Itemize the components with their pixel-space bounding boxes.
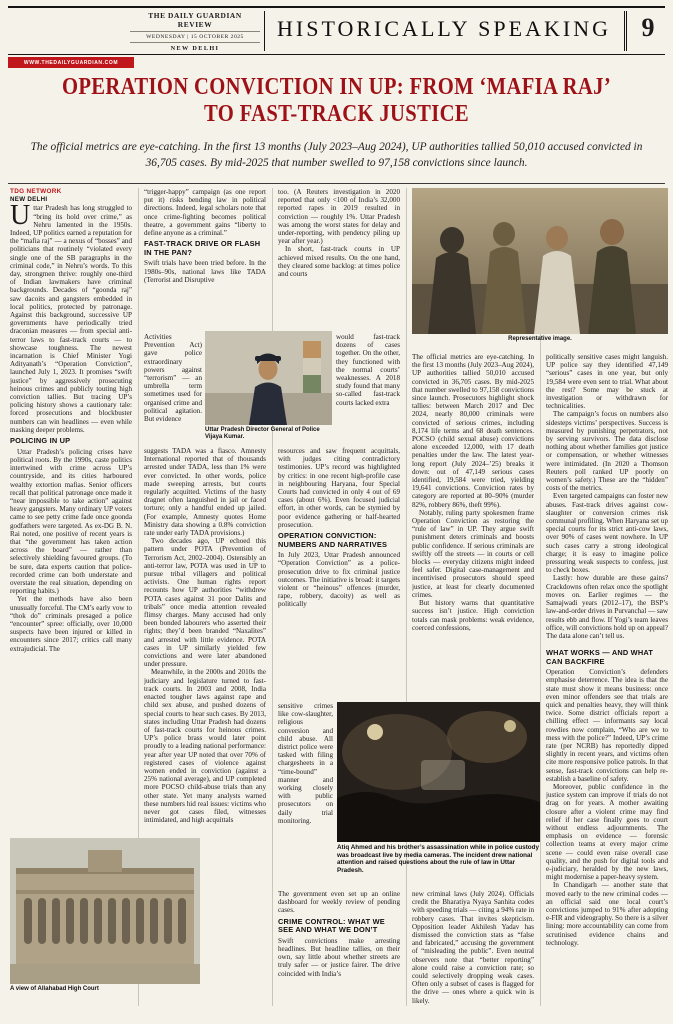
body-paragraph: The official metrics are eye-catching. In the first 13 months (July 2023–Aug 2024), UP authorities tallied 50,010 accused convicted in 36,705 cases. By mid-2025 that number swelled to 97,158 convictions since launch. Prosecutors highlight shock tallies: between March 2017 and Dec 2024, nearly 80,000 criminals were convicted of serious crimes, including 8,174 life terms and 68 death sentences. POCSO (child sexual abuse) convictions alone exceeded 12,000, with 17 death penalties under the law. The latest year-long report (July 2024–’25) breaks it down: out of 47,149 serious cases identified, 19,584 were tried, yielding 19,641 convictions. Conviction rates by category are reported at 80–90% (murder 82%, robbery 86%, theft 99%). bbox=[412, 353, 534, 509]
atiq-photo bbox=[337, 702, 540, 842]
body-paragraph: In July 2023, Uttar Pradesh announced “Operation Conviction” as a police-prosecution drive to fix criminal justice outcomes. The initiative is broad: it targets violent or “heinous” offences (murder, rape, robbery, dacoity) as well as politically bbox=[278, 551, 400, 609]
court-photo bbox=[10, 838, 200, 984]
col3-text-beside-atiq bbox=[278, 702, 333, 886]
body-paragraph: Even targeted campaigns can foster new abuses. Fast-track drives against cow-slaughter or conversion crimes risk communal profiling. When Haryana set up special courts for its strict anti-cow laws, over 90% of cases went nowhere. In UP such cases carry a strong ideological charge; it is easy to imagine police pressuring weak suspects to confess, just to check boxes. bbox=[546, 492, 668, 575]
section-heading: OPERATION CONVICTION: NUMBERS AND NARRATIVES bbox=[278, 531, 388, 549]
body-paragraph: sensitive crimes like cow-slaughter, religious conversion and child abuse. All district police were tasked with filing chargesheets in a “time-bound” manner and working closely with public prosecutors on daily trial monitoring. bbox=[278, 702, 333, 825]
body-paragraph: suggests TADA was a fiasco. Amnesty International reported that of thousands arrested under TADA, less than 1% were ever convicted. In other words, police made sweeping arrests, but courts regularly acquitted. Victims of the hasty dragnet often languished in jail or faced torture; only a handful ended up jailed. (For example, Amnesty quotes Home Ministry data showing a 0.8% conviction rate under early TADA provisions.) bbox=[144, 447, 266, 538]
body-paragraph: In short, fast-track courts in UP achieved mixed results. On the one hand, they cleared some backlog: at times police and courts bbox=[278, 245, 400, 279]
body-paragraph: Swift trials have been tried before. In the 1980s–90s, national laws like TADA (Terrorist and Disruptive bbox=[144, 259, 266, 284]
column-rule bbox=[272, 188, 273, 1006]
main-headline: OPERATION CONVICTION IN UP: FROM ‘MAFIA RAJ’ TO FAST-TRACK JUSTICE bbox=[61, 74, 612, 128]
byline-city: NEW DELHI bbox=[10, 196, 48, 204]
col5-text-top bbox=[546, 353, 668, 643]
section-title: HISTORICALLY SPEAKING bbox=[277, 16, 611, 41]
section-heading: POLICING IN UP bbox=[10, 436, 71, 446]
top-rule bbox=[8, 6, 665, 8]
section-heading: WHAT WORKS — AND WHAT CAN BACKFIRE bbox=[546, 648, 654, 666]
page-number-divider bbox=[624, 11, 627, 51]
body-paragraph: Operation Conviction’s defenders emphasise deterrence. The idea is that the state must show it means business: once even minor offenders see that trials are quick and penalties heavy, they will think twice. Some district officials report a chilling effect — informants say local rowdies now complain, “Who are we to mess with the police?” Indeed, UP’s crime rate (per NCRB) has reportedly dipped slightly in recent years, and victims often cite more responsive police patrols. In that sense, fast-track convictions can help re-establish a baseline of safety. bbox=[546, 668, 668, 783]
col5-text-bottom bbox=[546, 646, 668, 1007]
body-paragraph: resources and saw frequent acquittals, with judges citing contradictory testimonies. UP’s record was highlighted by critics: in one recent high-profile case in neighbouring Haryana, four Special Courts had convicted in only 4 out of 69 cases (about 6%). Even focused judicial effort, in other words, can be stymied by poor evidence gathering or half-hearted prosecution. bbox=[278, 447, 400, 529]
col3-text-mid bbox=[278, 447, 400, 700]
representative-photo bbox=[412, 188, 668, 334]
atiq-figure bbox=[337, 702, 540, 874]
body-paragraph: Uttar Pradesh’s policing crises have political roots. By the 1990s, caste politics intertwined with crime across UP’s countryside, and its cities harboured wealthy extortion mafias. Senior officers recall that political patronage once made it “near impossible to take action” against heavy gangsters. Many ordinary UP voters came to see petty crime fade once goonda godfathers were targeted. As ex-DG B. N. Rai noted, one positive of recent years is that “the government has taken action across the board” — rather than selectively shielding favoured groups. (To be sure, data experts caution that police-recorded crime can both understate and overstate the real situation, depending on reporting habits.) bbox=[10, 447, 132, 596]
body-paragraph: Activities Prevention Act) gave police extraordinary powers against “terrorism” — an umbrella term sometimes used for organised crime and political agitation. But evidence bbox=[144, 333, 202, 424]
col3-text-top bbox=[278, 188, 400, 329]
masthead-title: THE DAILY GUARDIAN REVIEW bbox=[130, 11, 260, 32]
page-number: 9 bbox=[641, 13, 655, 42]
dgp-photo bbox=[205, 331, 332, 425]
body-paragraph: Moreover, public confidence in the justice system can improve if trials do not drag on for years. A mother awaiting closure after a violent crime may find relief if her case finally goes to court without endless adjournments. The emphasis on evidence — forensic collection teams at every major crime scene — could even raise overall case quality, and the push for digital tools and e-judiciary, heralded by the new laws, might modernise a paper-heavy system. bbox=[546, 783, 668, 882]
column-rule bbox=[406, 188, 407, 1006]
masthead-date: WEDNESDAY | 15 OCTOBER 2025 bbox=[130, 32, 260, 43]
dgp-figure bbox=[205, 331, 332, 442]
col3-text-beside-photo bbox=[336, 333, 400, 443]
body-paragraph: “trigger-happy” campaign (as one report put it) risks bending law in political directions. Indeed, legal scholars note that once crime-fighting becomes political theatre, a government gains “liberty to define anyone as a criminal.” bbox=[144, 188, 266, 238]
body-paragraph: Uttar Pradesh has long struggled to “bring its hold over crime,” as Nehru lamented in the 1950s. Indeed, UP politics earned a reputation for the “mafia raj” — a nexus of “bosses” and politicians that routinely “violated every single one of the SB paragraphs in the criminal code,” in Nehru’s words. To this day, strongmen thrive: roughly one-third of Indian lawmakers have criminal backgrounds. Decades of “goonda raj” saw dacoits and gangsters embedded in local politics, protected by patronage. Against this background, successive UP governments have periodically tried draconian measures — from special anti-terror laws to fast-track courts — to showcase toughness. The newest incarnation is Chief Minister Yogi Adityanath’s “Operation Conviction”, launched July 1, 2023. It promises “swift justice” by aggressively prosecuting heinous crimes and publicly touting high conviction tallies. But tracing UP’s policing history shows a cautionary tale: forced prosecutions and blockbuster numbers can win headlines — even while masking deeper problems. bbox=[10, 200, 132, 434]
col2-text-beside-photo bbox=[144, 333, 202, 443]
standfirst-rule bbox=[8, 183, 665, 184]
section-heading: CRIME CONTROL: WHAT WE SEE AND WHAT WE DON’T bbox=[278, 916, 385, 935]
website-bar: WWW.THEDAILYGUARDIAN.COM bbox=[8, 57, 134, 68]
standfirst: The official metrics are eye-catching. In the first 13 months (July 2023–Aug 2024), UP authorities tallied 50,010 accused convicted in 36,705 cases. By mid-2025 that number swelled to 97,158 convictions since launch. bbox=[30, 141, 643, 169]
masthead-city: NEW DELHI bbox=[170, 45, 220, 52]
body-paragraph: The campaign’s focus on numbers also sidesteps victims’ perspectives. Success is measured by punishing perpetrators, not by serving survivors. The data disclose nothing about whether families got justice or compensation, or whether witnesses were intimidated. (In 2020 a Thomson Reuters poll ranked UP poorly on women’s safety.) These are the “hidden” costs of the metrics. bbox=[546, 410, 668, 493]
masthead-divider bbox=[264, 11, 265, 51]
court-figure bbox=[10, 838, 200, 993]
body-paragraph: would fast-track dozens of cases together. On the other, they functioned with the normal courts’ weaknesses. A 2018 study found that many so-called fast-track courts lacked extra bbox=[336, 333, 400, 407]
body-paragraph: Meanwhile, in the 2000s and 2010s the judiciary and legislature turned to fast-track courts. In 2003 and 2008, India enacted tougher laws against rape and child sex abuse, and pushed dozens of special courts to hear such cases. By 2013, states including Uttar Pradesh had dozens of fast-track courts for heinous crimes. UP’s police brass would later point proudly to a leading national performance: year after year UP noted that over 70% of registered cases of violence against women ended in conviction (against a 25% national average), and UP completed more POCSO child-abuse trials than any other state. Yet many analysts warned these numbers hid real issues: victims who never got cases filed, witnesses intimidated, and high acquittals bbox=[144, 668, 266, 825]
dgp-caption: Uttar Pradesh Director General of Police Vijaya Kumar. bbox=[205, 427, 320, 441]
col4-text bbox=[412, 353, 534, 700]
col4-text-bottom bbox=[412, 890, 534, 1007]
body-paragraph: politically sensitive cases might languish. UP police say they identified 47,149 “serious” cases in one year, but only 19,584 were even sent to trial. What about the rest? Some may be stuck at investigation or withdrawn for technicalities. bbox=[546, 353, 668, 411]
body-paragraph: Notably, ruling party spokesmen frame Operation Conviction as restoring the “rule of law” in UP. They argue swift punishment deters criminals and boosts public confidence. If serious criminals are swiftly off the streets — in courts or cell blocks — everyday citizens might indeed feel safer. Digital case-management and incentivised prosecutors should speed justice, at least for clearly documented crimes. bbox=[412, 508, 534, 599]
col1-text bbox=[10, 188, 132, 834]
col2-text-bottom bbox=[144, 447, 266, 834]
representative-caption: Representative image. bbox=[508, 336, 572, 342]
atiq-caption: Atiq Ahmed and his brother’s assassination while in police custody was broadcast live by media cameras. The incident drew national attention and raised questions about the rule of law in Uttar Pradesh. bbox=[337, 844, 540, 874]
section-heading: FAST-TRACK DRIVE OR FLASH IN THE PAN? bbox=[144, 239, 261, 257]
body-paragraph: Two decades ago, UP echoed this pattern under POTA (Prevention of Terrorism Act, 2002–2004). Ostensibly an anti-terror law, POTA was used in UP to pursue tribal villagers and political activists. One human rights report recounts how UP authorities “withdrew POTA cases against 31 poor Dalits and tribals” once media attention revealed flimsy charges. Many accused had only been bonded labourers who asserted their rights; they’d been branded “Naxalites” and arrested with little evidence. POTA cases in UP similarly yielded few convictions and were later abandoned under pressure. bbox=[144, 537, 266, 669]
body-paragraph: Swift convictions make arresting headlines. But headline tallies, on their own, say little about whether streets are truly safer — or justice fairer. The drive coincided with India’s bbox=[278, 936, 400, 978]
body-paragraph: new criminal laws (July 2024). Officials credit the Bharatiya Nyaya Sanhita codes with speeding trials — citing a 94% rate in robbery cases. That invites skepticism. Opposition leader Akhilesh Yadav has dismissed the conviction stats as “false and fabricated,” accusing the government of “misleading the public”. Even neutral observers note that “better reporting” alone could raise a conviction rate; so could selectively dropping weak cases. Often only a subset of cases is flagged for the drive — ones where a quick win is likely. bbox=[412, 890, 534, 1005]
body-paragraph: But history warns that quantitative success isn’t justice. High conviction totals can mask problems: weak evidence, coerced confessions, bbox=[412, 599, 534, 632]
court-caption: A view of Allahabad High Court bbox=[10, 986, 99, 992]
body-paragraph: Yet the methods have also been unusually forceful. The CM’s early vow to “thok do” criminals presaged a police “encounter” spree: officially, over 10,000 suspects have been injured or killed in encounters since 2017; critics call many extrajudicial. The bbox=[10, 595, 132, 653]
byline-network: TDG NETWORK bbox=[10, 188, 62, 195]
col2-text-top bbox=[144, 188, 266, 329]
masthead bbox=[130, 11, 260, 52]
representative-figure bbox=[412, 188, 668, 343]
body-paragraph: The government even set up an online dashboard for weekly review of pending cases. bbox=[278, 890, 400, 915]
body-paragraph: In Chandigarh — another state that moved early to the new criminal codes — an official said one local court’s convictions jumped to 91% after adopting e-FIR and videography. So there is a silver lining: more accountability can come from scrutinised evidence chains and technology. bbox=[546, 881, 668, 947]
col3-text-bottom bbox=[278, 890, 400, 1007]
header-rule bbox=[8, 54, 665, 55]
body-paragraph: too. (A Reuters investigation in 2020 reported that only <100 of India’s 32,000 reported rapes in 2019 resulted in conviction — roughly 1%. Uttar Pradesh was among the worst states for delay and under-reporting, with pendency piling up year after year.) bbox=[278, 188, 400, 246]
body-paragraph: Lastly: how durable are these gains? Crackdowns often relax once the spotlight moves on. Earlier regimes — the Samajwadi years (2012–17), the BSP’s law-and-order drives in Purvanchal — saw results ebb and flow. If Yogi’s team leaves office, will convictions hold up on appeal? The data alone can’t tell us. bbox=[546, 574, 668, 640]
